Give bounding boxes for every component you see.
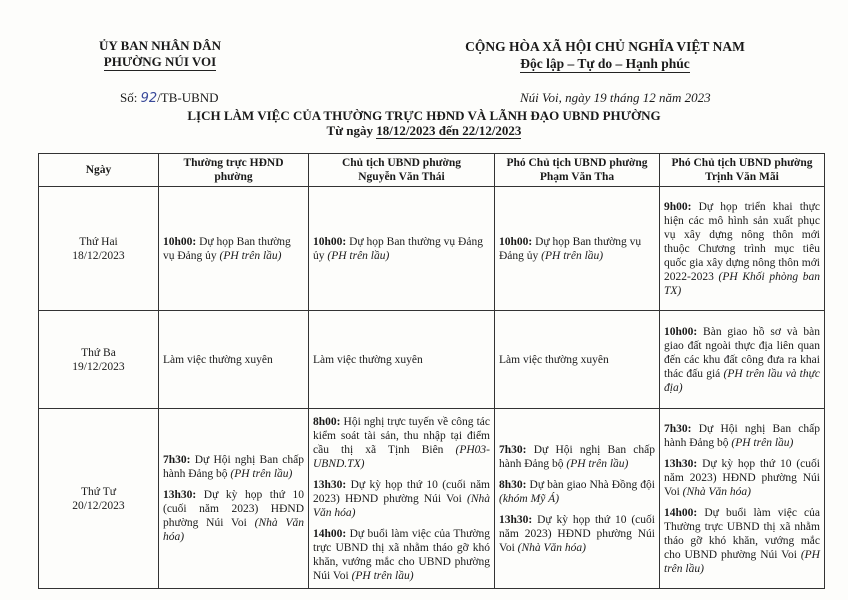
schedule-entry — [664, 457, 820, 499]
schedule-cell — [495, 409, 660, 589]
table-row — [39, 311, 825, 409]
entry-place: (PH trên lầu) — [664, 548, 820, 575]
schedule-cell — [309, 409, 495, 589]
entry-text: Dự họp Ban thường vụ Đảng ủy — [163, 235, 291, 262]
schedule-entry — [163, 353, 304, 367]
entry-place: (PH trên lầu) — [219, 249, 282, 262]
schedule-entry — [163, 235, 304, 263]
entry-place: (PH trên lầu) — [327, 249, 390, 262]
entry-text: Dự kỳ họp thứ 10 (cuối năm 2023) HĐND phường Núi Voi — [664, 457, 820, 498]
entry-time: 13h30: — [313, 478, 347, 491]
entry-text: Dự bàn giao Nhà Đồng đội — [526, 478, 655, 491]
header-vice-chairman-2: Phó Chủ tịch UBND phường Trịnh Văn Mãi — [660, 154, 825, 187]
schedule-cell — [660, 311, 825, 409]
entry-text: Dự buổi làm việc của Thường trực UBND thị xã nhằm tháo gỡ khó khăn, vướng mắc cho UBND phường Núi Voi — [313, 527, 490, 582]
entry-time: 8h00: — [313, 415, 341, 428]
motto-line1: CỘNG HÒA XÃ HỘI CHỦ NGHĨA VIỆT NAM — [465, 39, 745, 54]
schedule-entry — [313, 235, 490, 263]
entry-place: (PH Khối phòng ban TX) — [664, 270, 820, 297]
schedule-entry — [313, 527, 490, 583]
schedule-entry — [163, 453, 304, 481]
schedule-cell — [309, 187, 495, 311]
entry-place: (PH trên lầu) — [541, 249, 604, 262]
issuing-authority — [60, 38, 260, 70]
schedule-cell — [159, 311, 309, 409]
entry-text: Dự buổi làm việc của Thường trực UBND thị xã nhằm tháo gỡ khó khăn, vướng mắc cho UBND phường Núi Voi — [664, 506, 820, 561]
entry-text: Dự họp triển khai thực hiện các mô hình sản xuất phục vụ xây dựng nông thôn mới thuộc Chương trình mục tiêu quốc gia xây dựng nông thôn mới 2022-2023 — [664, 200, 820, 283]
entry-text: Dự Hội nghị Ban chấp hành Đảng bộ — [163, 454, 304, 480]
entry-text: Hội nghị trực tuyến về công tác kiểm soát tài sản, thu nhập tại điểm cầu thị xã Tịnh Biên — [313, 415, 490, 456]
entry-time: 7h30: — [499, 443, 527, 456]
schedule-entry — [499, 443, 655, 471]
entry-time: 14h00: — [313, 527, 347, 540]
entry-place: (Nhà Văn hóa) — [163, 517, 305, 543]
entry-text: Làm việc thường xuyên — [499, 353, 609, 366]
schedule-cell — [495, 187, 660, 311]
schedule-entry — [499, 478, 655, 506]
table-row — [39, 409, 825, 589]
entry-place: (PH03-UBND.TX) — [313, 443, 490, 470]
entry-time: 14h00: — [664, 506, 698, 519]
entry-time: 10h00: — [664, 325, 698, 338]
day-cell: Thứ Ba 19/12/2023 — [39, 311, 159, 409]
entry-place: (PH trên lầu) — [566, 457, 629, 470]
schedule-entry — [499, 235, 655, 263]
schedule-entry — [313, 478, 490, 520]
entry-time: 10h00: — [313, 235, 347, 248]
schedule-entry — [664, 422, 820, 450]
table-header-row — [39, 154, 825, 187]
schedule-entry — [313, 353, 490, 367]
entry-text: Làm việc thường xuyên — [313, 353, 423, 366]
entry-time: 13h30: — [664, 457, 698, 470]
entry-time: 9h00: — [664, 200, 692, 213]
schedule-cell — [495, 311, 660, 409]
day-cell: Thứ Tư 20/12/2023 — [39, 409, 159, 589]
entry-text: Dự kỳ họp thứ 10 (cuối năm 2023) HĐND phường Núi Voi — [163, 489, 304, 529]
entry-text: Dự họp Ban thường vụ Đảng ủy — [313, 235, 483, 262]
entry-text: Bàn giao hồ sơ và bàn giao đất ngoài thực địa liên quan đến các khu đất công đưa ra khai thác đấu giá — [664, 325, 820, 380]
document-number — [120, 90, 219, 106]
entry-place: (Nhà Văn hóa) — [517, 541, 587, 554]
schedule-entry — [163, 488, 304, 544]
schedule-cell — [159, 409, 309, 589]
entry-text: Làm việc thường xuyên — [163, 353, 273, 366]
entry-place: (Nhà Văn hóa) — [313, 492, 490, 519]
entry-place: (Nhà Văn hóa) — [682, 485, 752, 498]
schedule-entry — [499, 353, 655, 367]
title-date-range: 18/12/2023 đến 22/12/2023 — [376, 123, 522, 138]
table-row — [39, 187, 825, 311]
title-line2: Từ ngày 18/12/2023 đến 22/12/2023 — [326, 123, 522, 138]
header-hdnd: Thường trực HĐND phường — [159, 154, 309, 187]
header-chairman: Chủ tịch UBND phường Nguyễn Văn Thái — [309, 154, 495, 187]
entry-time: 13h30: — [163, 489, 197, 501]
entry-place: (PH trên lầu) — [230, 468, 293, 480]
entry-time: 8h30: — [499, 478, 527, 491]
schedule-entry — [313, 415, 490, 471]
entry-text: Dự Hội nghị Ban chấp hành Đảng bộ — [664, 422, 820, 449]
entry-place: (PH trên lầu) — [731, 436, 794, 449]
day-cell: Thứ Hai 18/12/2023 — [39, 187, 159, 311]
doc-number-handwritten: 92 — [140, 91, 158, 106]
title-line1: LỊCH LÀM VIỆC CỦA THƯỜNG TRỰC HĐND VÀ LÃNH ĐẠO UBND PHƯỜNG — [187, 108, 661, 123]
entry-text: Dự kỳ họp thứ 10 (cuối năm 2023) HĐND phường Núi Voi — [499, 513, 655, 554]
entry-time: 10h00: — [499, 235, 533, 248]
header-vice-chairman-1: Phó Chủ tịch UBND phường Phạm Văn Tha — [495, 154, 660, 187]
document-date: Núi Voi, ngày 19 tháng 12 năm 2023 — [520, 90, 711, 105]
entry-time: 7h30: — [664, 422, 692, 435]
schedule-entry — [499, 513, 655, 555]
schedule-cell — [660, 409, 825, 589]
entry-place: (khóm Mỹ Á) — [499, 492, 560, 505]
schedule-entry — [664, 325, 820, 395]
entry-text: Dự họp Ban thường vụ Đảng ủy — [499, 235, 642, 262]
doc-number-label: Số: — [120, 90, 138, 105]
schedule-cell — [159, 187, 309, 311]
schedule-entry — [664, 200, 820, 298]
header-day: Ngày — [39, 154, 159, 187]
entry-time: 7h30: — [163, 454, 191, 466]
entry-place: (PH trên lầu) — [351, 569, 414, 582]
schedule-cell — [309, 311, 495, 409]
schedule-table — [38, 153, 825, 589]
motto-line2: Độc lập – Tự do – Hạnh phúc — [520, 56, 690, 71]
entry-text: Dự kỳ họp thứ 10 (cuối năm 2023) HĐND phường Núi Voi — [313, 478, 490, 505]
authority-line2: PHƯỜNG NÚI VOI — [103, 54, 217, 69]
document-title — [0, 108, 848, 138]
authority-line1: ỦY BAN NHÂN DÂN — [99, 38, 221, 53]
national-motto — [440, 38, 770, 72]
doc-number-suffix: /TB-UBND — [157, 90, 219, 105]
entry-time: 13h30: — [499, 513, 533, 526]
schedule-cell — [660, 187, 825, 311]
entry-place: (PH trên lầu và thực địa) — [664, 367, 820, 394]
entry-text: Dự Hội nghị Ban chấp hành Đảng bộ — [499, 443, 655, 470]
schedule-entry — [664, 506, 820, 576]
entry-time: 10h00: — [163, 235, 197, 248]
